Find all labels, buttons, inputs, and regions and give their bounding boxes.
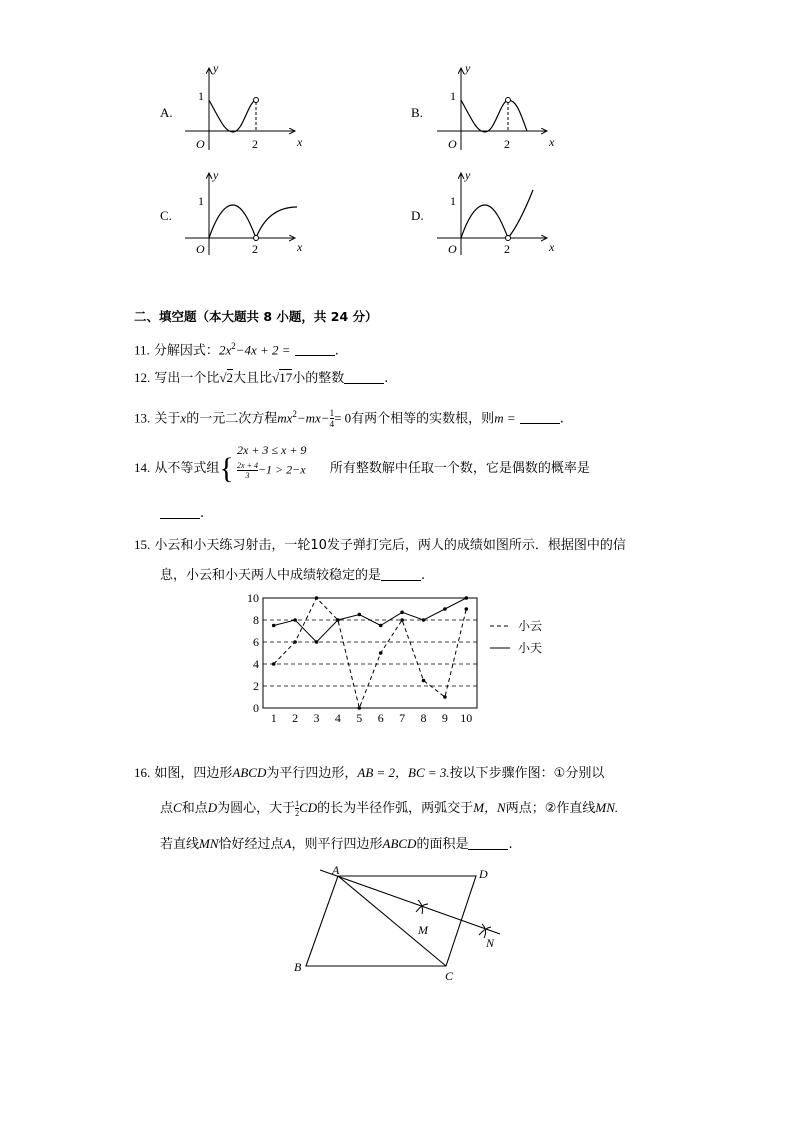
radicand: 2	[226, 370, 234, 385]
option-c-label: C.	[160, 208, 172, 223]
math-term: CD	[299, 800, 318, 815]
period: .	[559, 411, 564, 427]
x-tick-label: 1	[270, 711, 277, 725]
question-text: 关于	[154, 411, 181, 427]
two-label: 2	[504, 137, 510, 151]
x-tick-label: 8	[420, 711, 427, 725]
two-label: 2	[252, 242, 258, 256]
point-n-label: N	[486, 936, 495, 950]
data-point	[443, 695, 447, 699]
data-point	[336, 618, 340, 622]
section-title: 二、填空题（本大题共 8 小题，共 24 分）	[134, 309, 378, 324]
x-axis-label: x	[549, 135, 555, 149]
legend-label: 小天	[518, 641, 543, 655]
period: .	[421, 568, 426, 583]
math-term: M，N	[473, 800, 506, 815]
math-term: MN	[199, 836, 219, 851]
one-label: 1	[198, 89, 204, 103]
origin-label: O	[448, 242, 457, 256]
shooting-score-chart	[240, 590, 560, 730]
answer-blank[interactable]	[295, 341, 335, 356]
period: .	[334, 343, 339, 359]
data-point	[400, 618, 404, 622]
radicand: 17	[279, 370, 293, 385]
plot-frame	[263, 598, 477, 708]
numerator: 1	[329, 408, 335, 419]
answer-blank[interactable]	[160, 504, 200, 519]
question-text: 的面积是	[416, 837, 469, 852]
question-text: 和点	[181, 801, 208, 816]
math-superscript: 2	[292, 409, 297, 419]
option-d-graph	[437, 165, 567, 260]
math-term: 2x	[218, 342, 232, 358]
diagonal-ac	[338, 876, 446, 966]
data-point	[315, 640, 319, 644]
question-12	[134, 368, 388, 389]
x-tick-label: 10	[460, 711, 473, 725]
question-14-blank-line	[160, 504, 204, 524]
x-tick-label: 4	[334, 711, 341, 725]
answer-blank[interactable]	[520, 409, 560, 424]
option-a-graph	[185, 60, 315, 155]
question-text: 如图，四边形	[154, 766, 233, 781]
point-a-label: A	[332, 863, 340, 877]
point-d-label: D	[479, 867, 488, 881]
series-line-1	[274, 598, 467, 642]
data-point	[379, 651, 383, 655]
two-label: 2	[252, 137, 258, 151]
question-number: 13.	[134, 410, 151, 426]
period: .	[384, 371, 389, 386]
question-text: 按以下步骤作图：①分别以	[449, 766, 605, 781]
x-tick-label: 9	[441, 711, 448, 725]
period: .	[200, 506, 205, 521]
legend-label: 小云	[518, 619, 543, 633]
parallelogram	[306, 876, 476, 966]
y-axis-label: y	[465, 168, 471, 182]
math-term: AB = 2，BC = 3.	[357, 765, 450, 780]
math-term: ABCD	[232, 765, 267, 780]
y-tick-label: 8	[253, 613, 259, 627]
y-axis-label: y	[213, 61, 219, 75]
denominator: 2	[295, 809, 300, 818]
data-point	[358, 706, 362, 710]
denominator: 4	[329, 419, 335, 430]
question-text: 写出一个比	[154, 371, 220, 386]
question-number: 15.	[134, 537, 151, 552]
sqrt-symbol: √2	[219, 370, 234, 385]
question-number: 11.	[134, 342, 150, 358]
x-axis-label: x	[297, 135, 303, 149]
point-m-label: M	[418, 923, 428, 937]
inequality-2	[237, 461, 306, 480]
data-point	[465, 596, 469, 600]
math-term: m =	[494, 410, 516, 426]
data-point	[293, 640, 297, 644]
x-tick-label: 5	[356, 711, 363, 725]
option-b-graph	[437, 60, 567, 155]
question-text: 息，小云和小天两人中成绩较稳定的是	[160, 568, 382, 583]
x-axis-label: x	[297, 240, 303, 254]
series-line-0	[274, 598, 467, 708]
data-point	[293, 618, 297, 622]
y-tick-label: 10	[247, 591, 259, 605]
question-16-line1	[134, 763, 604, 784]
option-b-label: B.	[411, 105, 423, 120]
one-label: 1	[198, 194, 204, 208]
inequality-1: 2x + 3 ≤ x + 9	[237, 443, 307, 457]
question-text: 为平行四边形，	[266, 766, 358, 781]
math-term: ABCD	[382, 836, 417, 851]
data-point	[422, 679, 426, 683]
math-var: A	[283, 836, 292, 851]
parallelogram-figure	[290, 862, 510, 987]
question-text: 点	[160, 801, 174, 816]
origin-label: O	[196, 137, 205, 151]
data-point	[272, 624, 276, 628]
question-15-line1	[134, 535, 626, 556]
math-var: x	[180, 410, 187, 426]
question-text: 恰好经过点	[218, 837, 284, 852]
math-var: D	[207, 800, 218, 815]
y-tick-label: 0	[253, 701, 259, 715]
data-point	[400, 611, 404, 615]
question-text: 的长为半径作弧，两弧交于	[317, 801, 474, 816]
option-a-label: A.	[160, 105, 173, 120]
point-c-label: C	[445, 969, 454, 983]
question-text: 小云和小天练习射击，一轮10发子弹打完后，两人的成绩如图所示．根据图中的信	[154, 538, 626, 553]
math-term: −mx−	[296, 410, 330, 426]
y-axis-label: y	[465, 61, 471, 75]
x-tick-label: 6	[377, 711, 384, 725]
denominator: 3	[245, 471, 250, 480]
origin-label: O	[448, 137, 457, 151]
data-point	[422, 618, 426, 622]
math-superscript: 2	[231, 341, 236, 351]
question-text: 有两个相等的实数根，则	[351, 411, 495, 427]
one-label: 1	[450, 89, 456, 103]
math-term: = 0	[334, 410, 352, 426]
question-text: 若直线	[160, 837, 200, 852]
question-16-line2	[160, 798, 618, 819]
y-tick-label: 4	[253, 657, 259, 671]
data-point	[315, 596, 319, 600]
option-d-label: D.	[411, 208, 424, 223]
math-var: C	[173, 800, 182, 815]
question-text: 的一元二次方程	[186, 411, 278, 427]
origin-label: O	[196, 242, 205, 256]
numerator: 2x + 4	[237, 461, 258, 470]
question-number: 16.	[134, 765, 151, 780]
question-15-line2	[160, 566, 425, 586]
numerator: 1	[295, 799, 300, 808]
brace: {	[219, 452, 234, 485]
math-term: mx	[277, 410, 293, 426]
math-term: MN.	[595, 800, 619, 815]
answer-blank[interactable]	[381, 566, 421, 581]
one-label: 1	[450, 194, 456, 208]
question-number: 14.	[134, 460, 151, 475]
point-b-label: B	[294, 960, 302, 974]
fraction	[237, 461, 258, 480]
y-axis-label: y	[213, 168, 219, 182]
x-axis-label: x	[549, 240, 555, 254]
x-tick-label: 2	[292, 711, 299, 725]
y-tick-label: 6	[253, 635, 259, 649]
question-13	[134, 404, 564, 429]
question-text: 分解因式：	[153, 343, 219, 359]
math-term: −4x + 2 =	[235, 342, 291, 358]
question-16-line3	[160, 834, 513, 855]
question-text: 大且比	[233, 371, 273, 386]
question-text: 小的整数	[292, 371, 345, 386]
data-point	[443, 607, 447, 611]
data-point	[379, 624, 383, 628]
question-text: 所有整数解中任取一个数，它是偶数的概率是	[329, 461, 590, 476]
line-mn	[320, 870, 500, 934]
question-text: ，则平行四边形	[291, 837, 383, 852]
sqrt-symbol: √17	[272, 370, 293, 385]
data-point	[272, 662, 276, 666]
option-c-graph	[185, 165, 315, 260]
data-point	[358, 613, 362, 617]
math-term: −1 > 2−x	[257, 462, 306, 477]
question-number: 12.	[134, 370, 151, 385]
question-text: 为圆心，大于	[217, 801, 296, 816]
question-14	[134, 452, 590, 485]
period: .	[508, 837, 513, 852]
two-label: 2	[504, 242, 510, 256]
question-text: 两点；②作直线	[505, 801, 596, 816]
x-tick-label: 3	[313, 711, 320, 725]
question-11	[134, 336, 339, 361]
data-point	[465, 607, 469, 611]
answer-blank[interactable]	[344, 369, 384, 384]
y-tick-label: 2	[253, 679, 259, 693]
x-tick-label: 7	[399, 711, 406, 725]
question-text: 从不等式组	[154, 461, 220, 476]
answer-blank[interactable]	[468, 835, 508, 850]
